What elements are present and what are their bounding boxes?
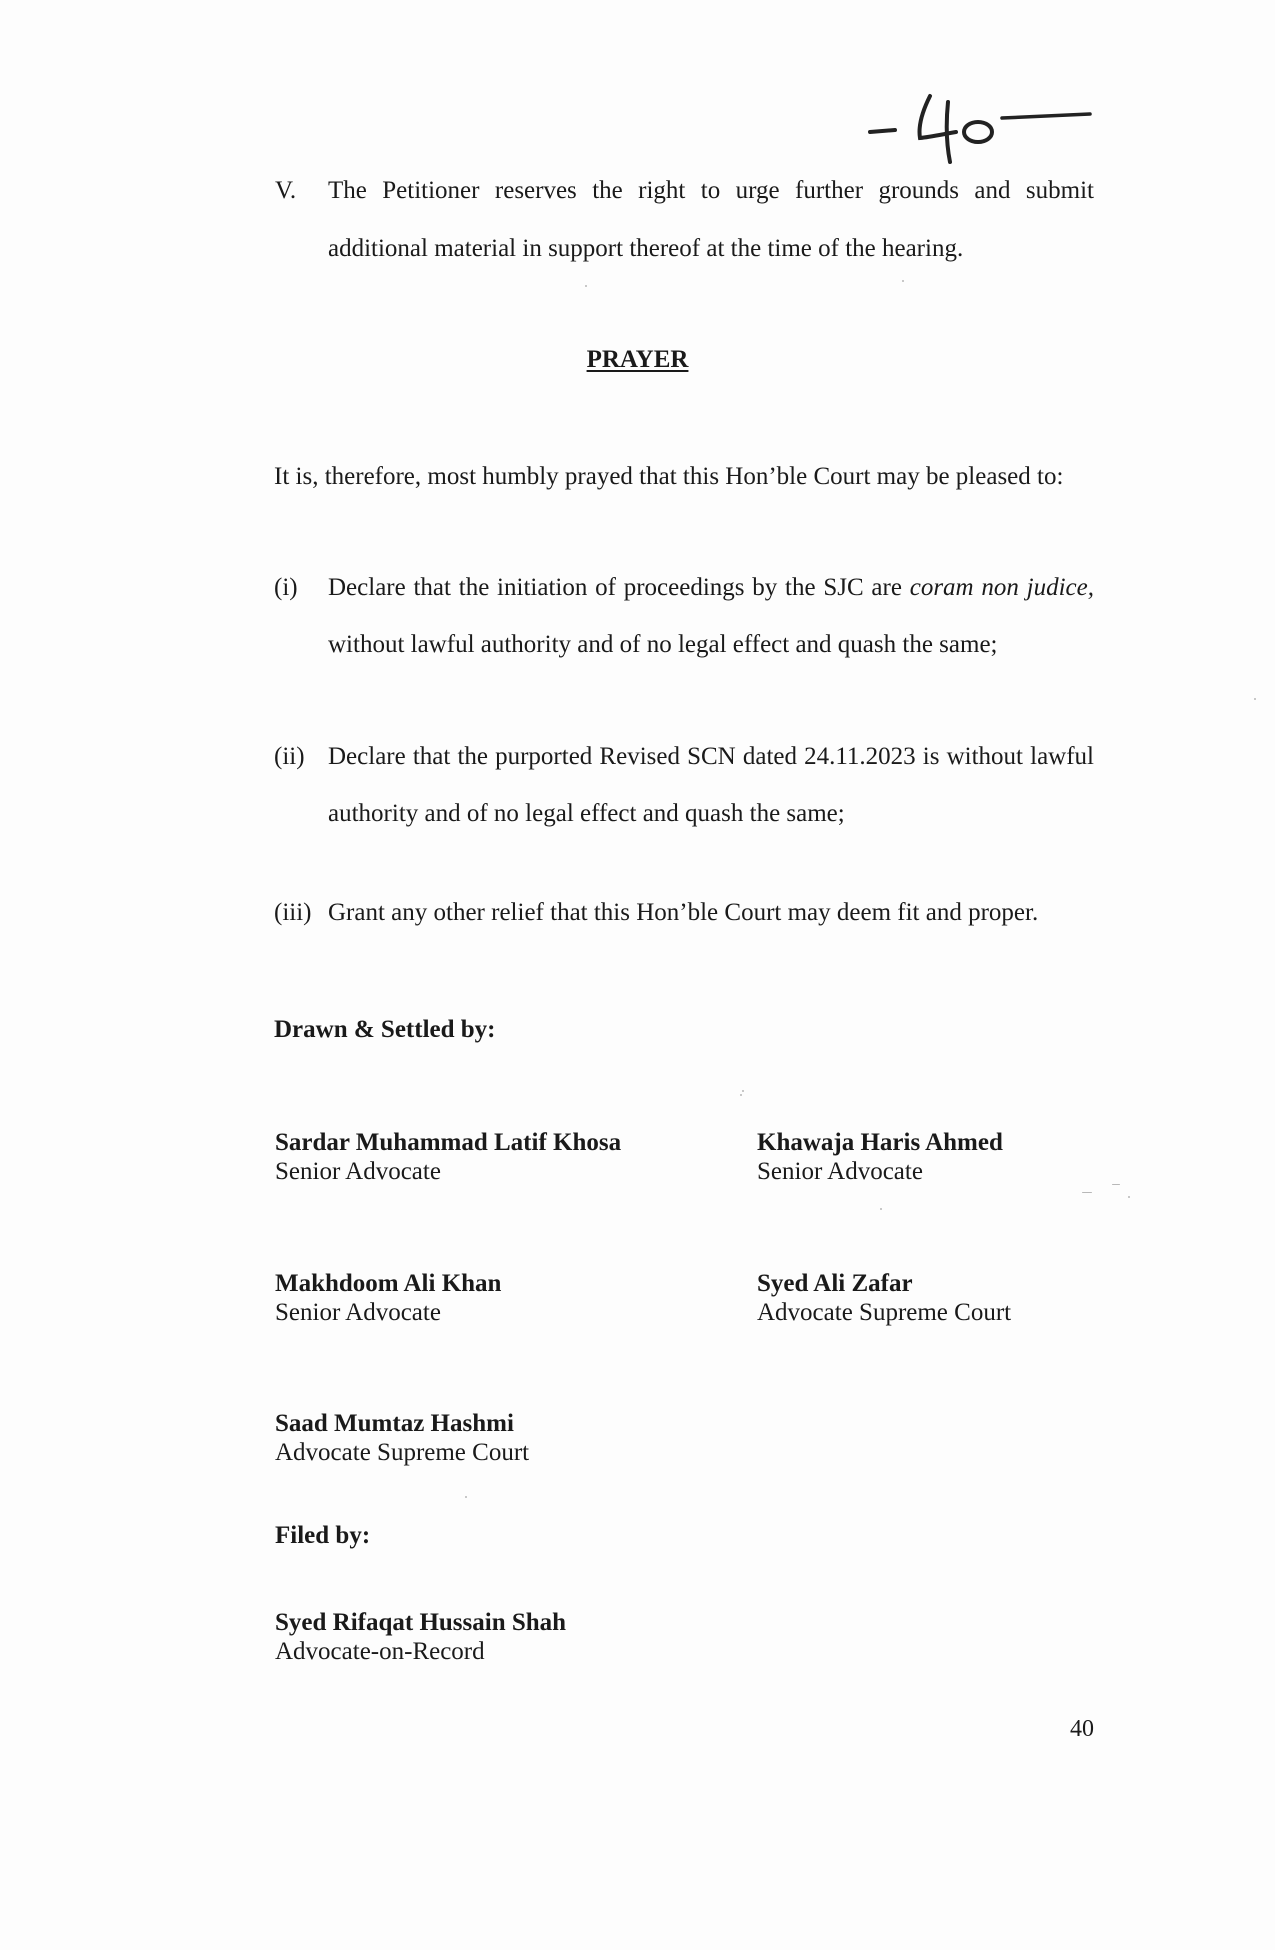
filer-title: Advocate-on-Record (275, 1638, 485, 1665)
scan-speck (1254, 698, 1256, 700)
scan-speck (585, 285, 587, 287)
filer-name: Syed Rifaqat Hussain Shah (275, 1609, 567, 1636)
counsel-title: Senior Advocate (275, 1158, 441, 1185)
prayer-heading: PRAYER (586, 346, 689, 373)
scan-speck (465, 1496, 467, 1498)
prayer-intro: It is, therefore, most humbly prayed that this Hon’ble Court may be pleased to: (274, 463, 1064, 490)
counsel-name: Sardar Muhammad Latif Khosa (275, 1129, 622, 1156)
scan-speck (880, 1208, 882, 1210)
counsel-title: Senior Advocate (757, 1158, 923, 1185)
scan-speck (740, 1094, 742, 1096)
scan-speck (1128, 1196, 1130, 1198)
drawn-settled-label: Drawn & Settled by: (274, 1016, 496, 1043)
scan-speck (1082, 1192, 1092, 1193)
prayer-number: (i) (274, 574, 298, 601)
ground-text-line-2: additional material in support thereof at the time of the hearing. (328, 235, 964, 262)
page-number: 40 (1070, 1716, 1094, 1742)
ground-number: V. (275, 177, 297, 204)
counsel-name: Khawaja Haris Ahmed (757, 1129, 1003, 1156)
scan-speck (902, 280, 904, 282)
prayer-text-line-2: authority and of no legal effect and quash the same; (328, 800, 845, 827)
prayer-text-line-1 (328, 573, 1094, 603)
handwritten-page-mark (860, 82, 1100, 172)
prayer-text-line-2: without lawful authority and of no legal effect and quash the same; (328, 631, 998, 658)
scan-speck (1112, 1184, 1120, 1185)
counsel-title: Senior Advocate (275, 1299, 441, 1326)
filed-by-label: Filed by: (275, 1522, 371, 1549)
counsel-name: Saad Mumtaz Hashmi (275, 1410, 514, 1437)
prayer-text-line-1: Declare that the purported Revised SCN dated 24.11.2023 is without lawful (328, 743, 1094, 770)
prayer-number: (iii) (274, 899, 312, 926)
counsel-name: Makhdoom Ali Khan (275, 1270, 502, 1297)
prayer-text-plain: Declare that the initiation of proceedings by the SJC are (328, 574, 910, 601)
scan-speck (742, 1090, 744, 1092)
counsel-title: Advocate Supreme Court (757, 1299, 1012, 1326)
counsel-title: Advocate Supreme Court (275, 1439, 530, 1466)
ground-text-line-1: The Petitioner reserves the right to urge further grounds and submit (328, 177, 1094, 204)
prayer-text-line-1: Grant any other relief that this Hon’ble Court may deem fit and proper. (328, 899, 1039, 926)
prayer-text-latin: coram non judice, (909, 574, 1094, 601)
counsel-name: Syed Ali Zafar (757, 1270, 913, 1297)
prayer-number: (ii) (274, 743, 305, 770)
